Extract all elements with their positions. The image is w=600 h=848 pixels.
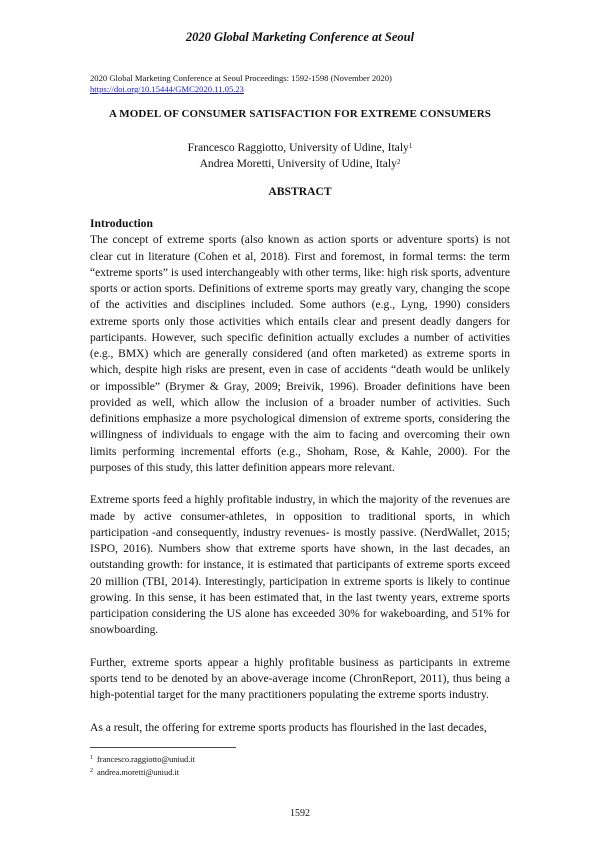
paragraph: Further, extreme sports appear a highly profitable business as participants in extreme sports tend to be denoted by an above-average income (ChronReport, 2011), thus being a high-potential target for the many practitioners populating the extreme sports industry. <box>90 656 510 702</box>
footnote-mark: 2 <box>90 768 93 774</box>
paragraph: Extreme sports feed a highly profitable industry, in which the majority of the revenues are made by active consumer-athletes, in opposition to traditional sports, in which participation -and consequently, industry revenues- is mostly passive. (NerdWallet, 2015; ISPO, 2016). Numbers show that extreme sports have shown, in the last decades, an outstanding growth: for instance, it is estimated that participants of extreme sports exceed 20 million (TBI, 2014). Interestingly, participation in extreme sports is likely to continue growing. In this sense, it has been estimated that, in the last twenty years, extreme sports participation considering the US alone has exceeded 30% for wakeboarding, and 51% for snowboarding. <box>90 494 510 637</box>
footnote-mark: 2 <box>396 158 401 166</box>
footnote-mark: 1 <box>408 142 413 150</box>
body-text <box>90 216 510 736</box>
paper-title: A MODEL OF CONSUMER SATISFACTION FOR EXTREME CONSUMERS <box>109 108 491 120</box>
author-line <box>0 156 600 172</box>
footnotes <box>90 753 195 779</box>
footnote <box>90 766 195 779</box>
proceedings-line: 2020 Global Marketing Conference at Seoul Proceedings: 1592-1598 (November 2020) <box>90 73 392 83</box>
author-list <box>0 140 600 172</box>
footnote-divider <box>90 747 236 748</box>
footnote-mark: 1 <box>90 755 93 761</box>
abstract-heading: ABSTRACT <box>268 185 332 198</box>
doi-link[interactable]: https://doi.org/10.15444/GMC2020.11.05.23 <box>90 84 244 94</box>
paragraph: The concept of extreme sports (also known as action sports or adventure sports) is not clear cut in literature (Cohen et al, 2018). First and foremost, in formal terms: the term “extreme sports” is used interchangeably with other terms, like: high risk sports, adventure sports or action sports. Definitions of extreme sports may greatly vary, changing the scope of the activities and disciplines included. Some authors (e.g., Lyng, 1990) considers extreme sports only those activities which entails clear and present deadly dangers for participants. However, such specific definition actually excludes a number of activities (e.g., BMX) which are generally considered (and often marketed) as extreme sports in which, despite high risks are present, even in case of accidents “death would be unlikely or impossible” (Brymer & Gray, 2009; Breivik, 1996). Broader definitions have been provided as well, which allow the inclusion of a broader number of activities. Such definitions emphasize a more psychological dimension of extreme sports, considering the willingness of individuals to engage with the aim to facing and overcoming their own limits performing incremental efforts (e.g., Shoham, Rose, & Kahle, 2000). For the purposes of this study, this latter definition appears more relevant. <box>90 234 510 474</box>
section-heading: Introduction <box>90 217 153 230</box>
author-name: Francesco Raggiotto, University of Udine, Italy <box>187 141 409 154</box>
author-line <box>0 140 600 156</box>
publication-meta <box>90 73 520 95</box>
footnote-text: francesco.raggiotto@uniud.it <box>97 755 195 764</box>
footnote <box>90 753 195 766</box>
paragraph: As a result, the offering for extreme sports products has flourished in the last decades, <box>90 721 487 734</box>
running-header: 2020 Global Marketing Conference at Seoul <box>185 30 415 44</box>
footnote-text: andrea.moretti@uniud.it <box>97 768 180 777</box>
page-number: 1592 <box>290 808 310 819</box>
author-name: Andrea Moretti, University of Udine, Italy <box>199 157 397 170</box>
